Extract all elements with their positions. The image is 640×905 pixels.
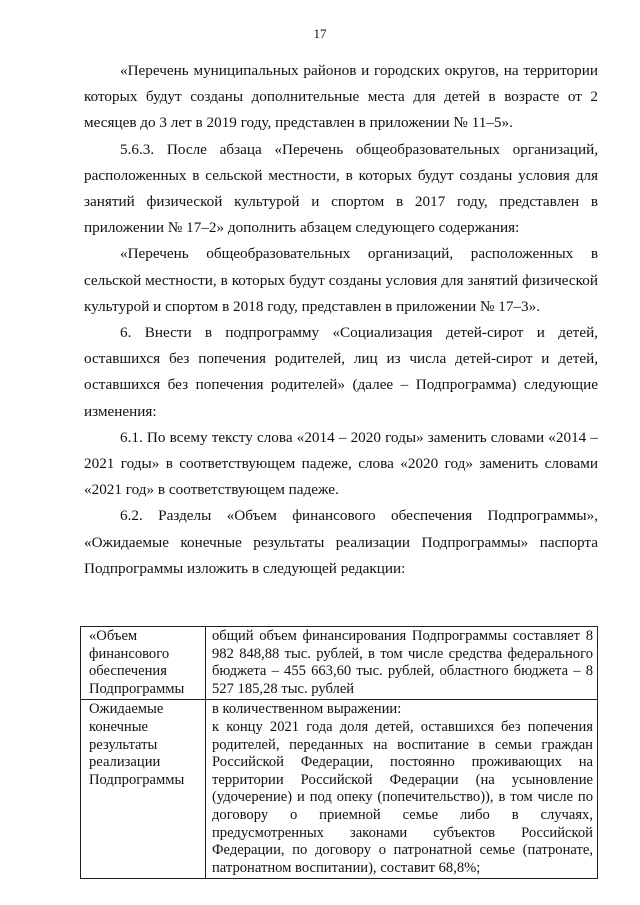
paragraph-6: 6.2. Разделы «Объем финансового обеспечения Подпрограммы», «Ожидаемые конечные результаты реализации Подпрограммы» паспорта Подпрограммы изложить в следующей редакции: xyxy=(84,507,598,577)
table-cell-label: Ожидаемые конечные результаты реализации Подпрограммы xyxy=(81,700,206,879)
table-cell-text xyxy=(206,700,598,879)
document-body xyxy=(84,58,598,582)
paragraph-4: 6. Внести в подпрограмму «Социализация детей-сирот и детей, оставшихся без попечения родителей, лиц из числа детей-сирот и детей, оставшихся без попечения родителей» (далее – Подпрограмма) следующие изменения: xyxy=(84,324,598,420)
table-row xyxy=(81,627,598,700)
table-cell-text: общий объем финансирования Подпрограммы составляет 8 982 848,88 тыс. рублей, в том числе средства федерального бюджета – 455 663,60 тыс. рублей, областного бюджета – 8 527 185,28 тыс. рублей xyxy=(206,627,598,700)
paragraph-5: 6.1. По всему тексту слова «2014 – 2020 годы» заменить словами «2014 – 2021 годы» в соответствующем падеже, слова «2020 год» заменить словами «2021 год» в соответствующем падеже. xyxy=(84,428,598,499)
passport-table xyxy=(80,626,598,879)
table-row xyxy=(81,700,598,879)
table-cell-text-body: к концу 2021 года доля детей, оставшихся без попечения родителей, переданных на воспитание в семьи граждан Российской Федерации, постоянно проживающих на территории Российской Федерации (на усыновление (удочерение) и под опеку (попечительство)), в том числе по договору о приемной семье либо в случаях, предусмотренных законами субъектов Российской Федерации, по договору о патронатной семье (патронате, патронатном воспитании), составит 68,8%; xyxy=(212,718,593,876)
page-number: 17 xyxy=(313,26,327,41)
table-cell-text-intro: в количественном выражении: xyxy=(212,701,402,718)
paragraph-3: «Перечень общеобразовательных организаций, расположенных в сельской местности, в которых будут созданы условия для занятий физической культурой и спортом в 2018 году, представлен в приложении № 17–3». xyxy=(84,245,598,315)
paragraph-1: «Перечень муниципальных районов и городских округов, на территории которых будут созданы дополнительные места для детей в возрасте от 2 месяцев до 3 лет в 2019 году, представлен в приложении № 11–5». xyxy=(84,62,598,132)
table-cell-label: «Объем финансового обеспечения Подпрограммы xyxy=(81,627,206,700)
paragraph-2: 5.6.3. После абзаца «Перечень общеобразовательных организаций, расположенных в сельской местности, в которых будут созданы условия для занятий физической культурой и спортом в 2017 году, представлен в приложении № 17–2» дополнить абзацем следующего содержания: xyxy=(84,140,598,237)
